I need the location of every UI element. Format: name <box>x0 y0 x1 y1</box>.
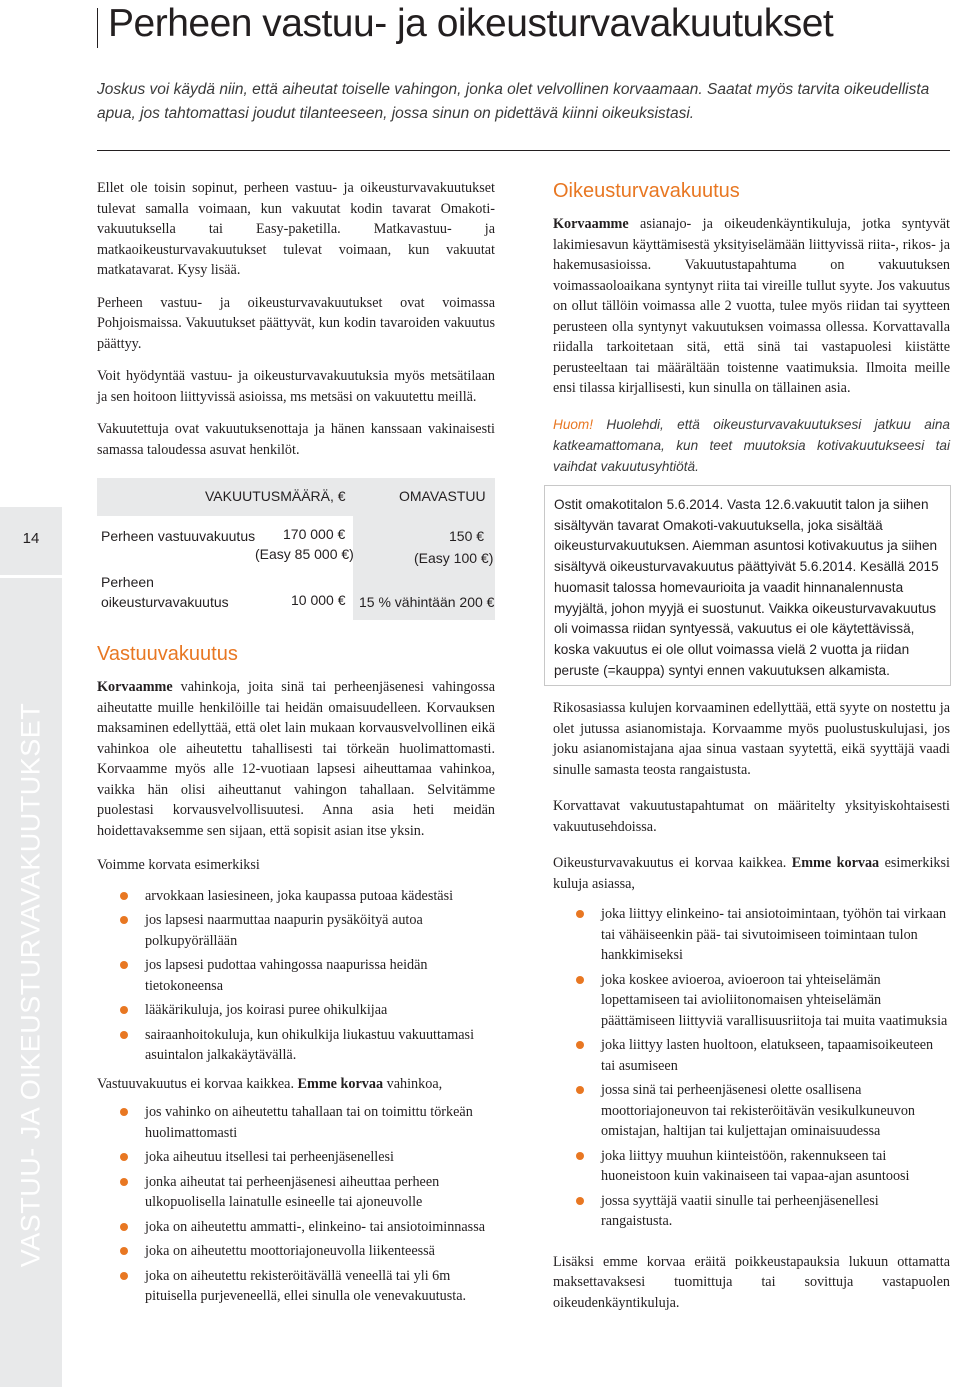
list-item <box>97 1147 495 1168</box>
list-item <box>97 1025 495 1066</box>
oikeusturva-lead <box>553 214 950 411</box>
huom-lead: Huom! <box>553 417 594 432</box>
section-heading-vastuu: Vastuuvakuutus <box>97 643 238 665</box>
not-cover-suffix: vahinkoa, <box>383 1075 443 1092</box>
list-item-text: joka on aiheutettu ammatti-, elinkeino- tai ansiotoiminnassa <box>145 1218 486 1235</box>
table-cell: 10 000 € <box>291 592 346 608</box>
example-box-text: Ostit omakotitalon 5.6.2014. Vasta 12.6.vakuutit talon ja siihen sisältyvän tavarat Omakoti-vakuutuksella, joka sisältää oikeusturvakuutuksen. Aiemman asuntosi kotivakuutus ja siihen sisältyvä oikeusturvavakuutus päättyivät 5.6.2014. Kesällä 2015 huomasit talossa homevaurioita ja vaadit hinnanalennusta myyjältä, johon myyjä ei suostunut. Vaikka oikeusturvavakuutus oli voimassa riidan syntyessä, vakuutus ei ole käytettävissä, koska vakuutus ei ole ollut voimassa vielä 2 vuotta ja riidan peruste (=kauppa) syntyi ennen vakuutuksen alkamista. <box>554 497 939 678</box>
bullet-icon <box>576 910 584 918</box>
list-item <box>553 904 950 966</box>
bullet-icon <box>120 1006 128 1014</box>
list-item-text: joka aiheutuu itsellesi tai perheenjäsenellesi <box>145 1149 394 1165</box>
list-item <box>97 1000 495 1021</box>
list-item-text: sairaanhoitokuluja, kun ohikulkija liukastuu vakuuttamasi asuintalon jalkakäytävällä. <box>145 1026 475 1063</box>
examples-list <box>97 886 495 1066</box>
intro-paragraph: Ellet ole toisin sopinut, perheen vastuu- ja oikeusturvavakuutukset tulevat samalla voimaan, kun vakuutat kodin tavarat Omakoti-vakuutuksella tai Easy-paketilla. Matkavastuu- ja matkaoikeusturvavakuutukset tulevat voimaan, kun vakuutat matkatavarat. Kysy lisää. <box>97 180 495 278</box>
bullet-icon <box>120 1272 128 1280</box>
ehdot-paragraph: Korvattavat vakuutustapahtumat on määritelty yksityiskohtaisesti vakuutusehdoissa. <box>553 798 950 835</box>
list-item-text: arvokkaan lasiesineen, joka kaupassa putoaa kädestäsi <box>145 887 454 904</box>
column-header-deductible: OMAVASTUU <box>399 488 486 504</box>
list-item <box>97 1241 495 1262</box>
vastuu-not-cover <box>97 1074 495 1095</box>
list-item-text: lääkärikuluja, jos koirasi puree ohikulkijaa <box>145 1002 388 1018</box>
lisaksi-paragraph: Lisäksi emme korvaa eräitä poikkeustapauksia lukuun ottamatta maksettavaksesi tuomittuja tai sovittuja vastapuolen oikeudenkäyntikuluja. <box>553 1253 950 1311</box>
bullet-icon <box>576 1152 584 1160</box>
list-item-text: joka liittyy lasten huoltoon, elatukseen, tapaamisoikeuteen tai asumiseen <box>601 1037 934 1074</box>
list-item-text: jos lapsesi pudottaa vahingossa naapurissa heidän tietokoneensa <box>145 957 428 994</box>
list-item <box>553 970 950 1032</box>
bullet-icon <box>120 1108 128 1116</box>
list-item-text: joka liittyy elinkeino- tai ansiotoimintaan, työhön tai virkaan tai vähäiseenkin pää- tai sivutoimiseen toimintaan tulon hankkimiseksi <box>601 906 947 963</box>
table-cell: oikeusturvavakuutus <box>101 594 229 610</box>
title-rule <box>97 8 98 48</box>
list-item <box>553 1080 950 1142</box>
bullet-icon <box>120 1031 128 1039</box>
bullet-icon <box>120 961 128 969</box>
bullet-icon <box>120 892 128 900</box>
table-cell: Perheen <box>101 574 154 590</box>
intro-text: Joskus voi käydä niin, että aiheutat toiselle vahingon, jonka olet velvollinen korvaamaan. Saatat myös tarvita oikeudellista apua, jos tahtomattasi joudut tilanteeseen, jossa sinun on pidettävä kiinni oikeuksistasi. <box>97 81 930 122</box>
list-item-text: jos lapsesi naarmuttaa naapurin pysäköityä autoa polkupyörällään <box>145 912 423 949</box>
intro-paragraph: Perheen vastuu- ja oikeusturvavakuutukset ovat voimassa Pohjoismaissa. Vakuutukset päättyvät, kun kodin tavaroiden vakuutus päättyy. <box>97 294 495 352</box>
exclusions-list <box>553 904 950 1232</box>
table-cell: (Easy 85 000 €) <box>255 546 354 562</box>
table-cell: (Easy 100 €) <box>414 550 494 566</box>
examples-intro: Voimme korvata esimerkiksi <box>97 857 260 873</box>
not-cover-prefix: Oikeusturvavakuutus ei korvaa kaikkea. <box>553 855 792 871</box>
oikeusturva-lead-para <box>553 214 950 399</box>
vastuu-lead-text: vahinkoja, joita sinä tai perheenjäsenesi vahingossa aiheutatte muille henkilöille tai heidän omaisuudelleen. Korvauksen maksaminen edellyttää, että olet lain mukaan korvausvelvollinen eikä vahinkoa ole aiheutettu tahallisesti tai törkeän huolimattomasti. Korvaamme myös alle 12-vuotiaan lapsesi aiheuttamaa vahinkoa, vaikka hän olisi aiheuttanut vahingon tahallaan. Selvitämme puolestasi korvausvelvollisuutesi. Anna asia heti meidän hoidettavaksemme sen sijaan, että sopisit asian itse yksin. <box>97 679 495 839</box>
list-item-text: jonka aiheutat tai perheenjäsenesi aiheuttaa perheen ulkopuolisella lainatulle esineelle tai ajoneuvolle <box>145 1173 440 1210</box>
list-item <box>97 1172 495 1213</box>
list-item-text: jossa sinä tai perheenjäsenesi olette osallisena moottoriajoneuvon tai rekisteröitävän vesikulkuneuvon omistajan, haltijan tai kuljettajan ominaisuudessa <box>601 1082 916 1139</box>
intro-paragraph: Voit hyödyntää vastuu- ja oikeusturvavakuutuksia myös metsätilaan ja sen hoitoon liittyvissä asioissa, ms metsäsi on vakuutettu meillä. <box>97 368 495 405</box>
table-cell: Perheen vastuuvakuutus <box>101 528 256 544</box>
not-cover-prefix: Vastuuvakuutus ei korvaa kaikkea. <box>97 1075 298 1092</box>
list-item-text: joka koskee avioeroa, avioeroon tai yhteiselämän lopettamiseen tai avioliitonomaisen yhteiselämän päättämiseen liittyviä varallisuusriitoja tai muita vaatimuksia <box>601 971 948 1029</box>
not-cover-suffix: esimerkiksi kuluja asiassa, <box>553 855 950 892</box>
bullet-icon <box>120 916 128 924</box>
list-item-text: joka on aiheutettu moottoriajoneuvolla liikenteessä <box>145 1243 435 1259</box>
not-cover-bold: Emme korvaa <box>791 855 880 871</box>
vastuu-lead <box>97 677 495 841</box>
huom-note <box>553 414 950 477</box>
bullet-icon <box>576 1197 584 1205</box>
list-item <box>97 955 495 996</box>
huom-text: Huolehdi, että oikeusturvavakuutuksesi jatkuu aina katkeamattomana, kun teet muutoksia kotivakuutukseesi tai vaihdat vakuutusyhtiötä. <box>553 417 950 474</box>
exclusions-list <box>97 1102 495 1307</box>
bullet-icon <box>120 1153 128 1161</box>
bullet-icon <box>576 1041 584 1049</box>
section-heading-oikeusturva: Oikeusturvavakuutus <box>553 180 740 202</box>
list-item <box>97 910 495 951</box>
page-title: Perheen vastuu- ja oikeusturvavakuutukset <box>108 2 834 45</box>
oikeusturva-body <box>553 698 950 1325</box>
top-divider <box>97 150 950 151</box>
intro-paragraph: Vakuutettuja ovat vakuutuksenottaja ja hänen kanssaan vakinaisesti samassa taloudessa asuvat henkilöt. <box>97 421 495 458</box>
bullet-icon <box>576 976 584 984</box>
not-cover-bold: Emme korvaa <box>297 1075 384 1092</box>
list-item-text: jos vahinko on aiheutettu tahallaan tai on toimittu törkeän huolimattomasti <box>145 1104 473 1141</box>
bullet-icon <box>120 1247 128 1255</box>
list-item-text: jossa syyttäjä vaatii sinulle tai perheenjäsenellesi rangaistusta. <box>601 1192 879 1229</box>
table-cell: 15 % vähintään 200 € <box>359 594 495 610</box>
list-item-text: joka on aiheutettu rekisteröitävällä veneellä tai yli 6m pituisella purjeveneellä, ellei sinulla ole venevakuutusta. <box>145 1267 467 1304</box>
rikos-paragraph: Rikosasiassa kulujen korvaaminen edellyttää, että syyte on nostettu ja olet jutussa asianomistaja. Korvaamme myös puolustuskulujasi, jos joku asianomistajana ajaa sinua vastaan syytettä, eikä syyttäjä vaadi sinulle samasta teosta rangaistusta. <box>553 700 950 778</box>
list-item <box>97 886 495 907</box>
vastuu-body <box>97 677 495 1311</box>
list-item <box>97 1266 495 1307</box>
oikeusturva-lead-bold: Korvaamme <box>553 216 629 232</box>
bullet-icon <box>576 1086 584 1094</box>
table-cell: 150 € <box>449 528 485 544</box>
section-side-label: VASTUU- JA OIKEUSTURVAVAKUUTUKSET <box>15 702 46 1268</box>
table-header <box>97 478 495 516</box>
list-item <box>553 1146 950 1187</box>
left-intro <box>97 178 495 472</box>
coverage-table <box>97 478 495 620</box>
list-item-text: joka liittyy muuhun kiinteistöön, rakennukseen tai huoneistoon kuin vakinaiseen tai vapaa-ajan asuntoosi <box>601 1147 910 1184</box>
list-item <box>553 1191 950 1232</box>
bullet-icon <box>120 1223 128 1231</box>
list-item <box>553 1035 950 1076</box>
table-cell: 170 000 € <box>283 526 346 542</box>
column-header-amount: VAKUUTUSMÄÄRÄ, € <box>205 488 346 504</box>
side-divider <box>0 575 62 578</box>
page-number: 14 <box>22 530 40 547</box>
list-item <box>97 1217 495 1238</box>
list-item <box>97 1102 495 1143</box>
oikeusturva-not-cover <box>553 853 950 894</box>
bullet-icon <box>120 1178 128 1186</box>
vastuu-lead-bold: Korvaamme <box>97 679 173 695</box>
oikeusturva-lead-text: asianajo- ja oikeudenkäyntikuluja, jotka syntyvät lakimiesavun käyttämisestä yksityiselämään liittyvissä riita-, rikos- ja hakemusasioissa. Vakuutustapahtuma on vakuutuksen voimassaoloaikana syntynyt riita tai vireille tullut syyte. Jos vakuutus on ollut tällöin voimassa alle 2 vuotta, tulee myös riidan tai syytteen perusteen olla syntynyt vakuutuksen voimassa ollessa. Korvattavalla riidalla tarkoitetaan sitä, että sinä tai vastapuolesi kiistätte perusteeltaan tai määrältään toistenne vaatimuksia. Ilmoita meille ensi tilassa kirjallisesti, kun sinulla on tällainen asia. <box>553 216 950 396</box>
